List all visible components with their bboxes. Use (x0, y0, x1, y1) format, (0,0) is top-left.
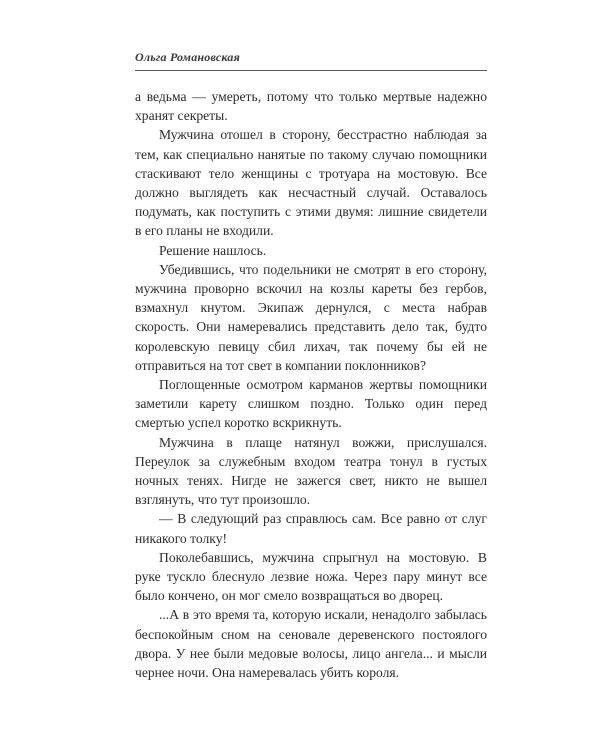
paragraph-9: ...А в это время та, которую искали, ненадолго забылась беспокойным сном на сеновале деревенского постоялого двора. У нее были медовые волосы, лицо ангела... и мысли чернее ночи. Она намеревалась убить короля. (135, 607, 487, 681)
paragraph-3: Решение нашлось. (159, 242, 267, 258)
running-head-author: Ольга Романовская (135, 50, 240, 64)
paragraph-2: Мужчина отошел в сторону, бесстрастно наблюдая за тем, как специально нанятые по такому случаю помощники стаскивают тело женщины с тротуара на мостовую. Все должно выглядеть как несчастный случай. Оставалось подумать, как поступить с этими двумя: лишние свидетели в его планы не входили. (135, 127, 487, 239)
paragraph-6: Мужчина в плаще натянул вожжи, прислушался. Переулок за служебным входом театра тонул в густых ночных тенях. Нигде не зажегся свет, никто не вышел взглянуть, что тут произошло. (135, 434, 487, 508)
paragraph-4: Убедившись, что подельники не смотрят в его сторону, мужчина проворно вскочил на козлы кареты без гербов, взмахнул кнутом. Экипаж дернулся, с места набрав скорость. Они намеревались представить дело так, будто королевскую певицу сбил лихач, так почему бы ей не отправиться на тот свет в компании поклонников? (135, 261, 487, 373)
body-text (135, 87, 487, 682)
paragraph-7: — В следующий раз справлюсь сам. Все равно от слуг никакого толку! (135, 511, 487, 546)
header-rule (135, 70, 487, 71)
paragraph-1: а ведьма — умереть, потому что только мертвые надежно хранят секреты. (135, 89, 487, 124)
paragraph-5: Поглощенные осмотром карманов жертвы помощники заметили карету слишком поздно. Только один перед смертью успел коротко вскрикнуть. (135, 377, 487, 431)
paragraph-8: Поколебавшись, мужчина спрыгнул на мостовую. В руке тускло блеснуло лезвие ножа. Через пару минут все было кончено, он мог смело возвращаться во дворец. (135, 549, 487, 604)
